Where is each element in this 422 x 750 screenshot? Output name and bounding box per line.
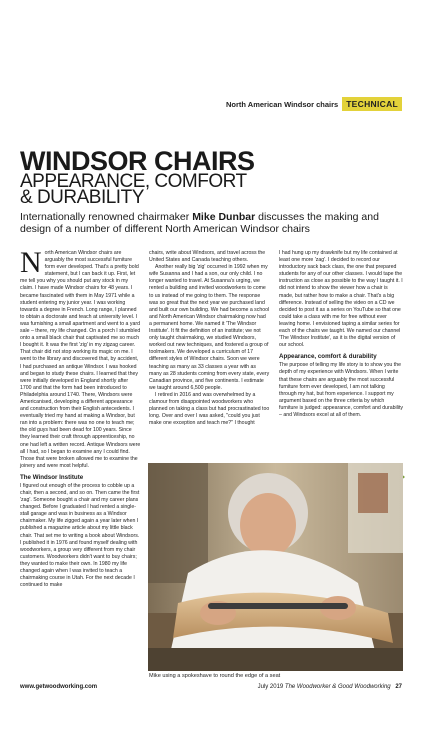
photo-illustration xyxy=(148,463,403,671)
section-header xyxy=(226,97,402,111)
footer-website: www.getwoodworking.com xyxy=(20,684,98,690)
article-column-1 xyxy=(20,246,141,589)
paragraph: I had hung up my drawknife but my life contained at least one more 'zag'. I decided to record our introductory sack back class, the one that prepared students for any of our other classes. I would tape the instruction as close as possible to the way I taught it. I did not intend to show the viewer how a chair is made, but rather how to make a chair. That's a big difference. Instead of selling the video on a CD we decided to post it as a series on YouTube so that one could take a class with me for free without ever leaving home. I envisioned taping a similar series for each of the chairs we taught. We named our channel 'The Windsor Institute', as it is the digital version of our school. xyxy=(279,250,403,349)
subtitle-line-1: APPEARANCE, COMFORT xyxy=(20,171,247,192)
standfirst-rest: discusses the making and design of a number of different North American Windsor chairs xyxy=(20,211,379,235)
article-title: WINDSOR CHAIRS xyxy=(20,146,255,176)
article-subtitle xyxy=(20,171,260,208)
paragraph: I retired in 2016 and was overwhelmed by a clamour from disappointed woodworkers who planned on taking a class but had procrastinated too long. Over and over I was asked, "could you just make one exception and teach me?" I thought xyxy=(149,391,270,427)
subheading-windsor-institute: The Windsor Institute xyxy=(20,473,84,481)
standfirst xyxy=(20,212,400,235)
drop-cap: N xyxy=(20,246,42,279)
article-photo xyxy=(148,463,403,671)
paragraph xyxy=(20,246,141,470)
paragraph: The purpose of telling my life story is to show you the depth of my experience with Windsors. When I write that these chairs are arguably the most successful furniture form ever developed, I am not talking through my hat, but from experience. I support my argument based on the three criteria by which furniture is judged: appearance, comfort and durability – and Windsors excel at all of them. xyxy=(279,362,403,418)
paragraph: chairs, write about Windsors, and travel across the United States and Canada teaching others. xyxy=(149,250,266,264)
footer-issue xyxy=(258,684,402,690)
footer-magazine: The Woodworker & Good Woodworking xyxy=(284,684,391,690)
photo-caption: Mike using a spokeshave to round the edge of a seat xyxy=(149,673,281,679)
page-number: 27 xyxy=(395,684,402,690)
section-tag: TECHNICAL xyxy=(342,97,402,111)
standfirst-intro: Internationally renowned chairmaker xyxy=(20,211,193,223)
author-name: Mike Dunbar xyxy=(192,211,256,223)
article-column-3 xyxy=(279,250,403,419)
subheading-appearance: Appearance, comfort & durability xyxy=(279,353,377,361)
paragraph-text: orth American Windsor chairs are arguably the most successful furniture form ever developed. That's a pretty bold statement, but I can back it up. First, let me tell you why you should put any stock in my claim. I have made Windsor chairs for 48 years. I became fascinated with them in May 1971 while a student entering my junior year. I was working towards a degree in French. Long range, I planned to obtain a doctorate and teach at university level. I was furnishing a small apartment and went to a yard sale – there, my life changed. On a porch I stumbled onto a small black chair that captivated me so much I bought it. It was the first 'zig' in my zigzag career. That chair did not stop working its magic on me. I went to the library and discovered that, by accident, I had purchased an antique Windsor. I was hooked and began to study these chairs. I learned that they were initially developed in England shortly after 1700 and that the form had been introduced to Philadelphia around 1740. There, Windsors were Americanised, developing a different appearance and construction from their English antecedents. I eventually tried my hand at making a Windsor, but ran into a problem: there was no one to teach me; the old guys had been dead for 100 years. Since they learned their craft through apprenticeship, no one had left a written record. Antique Windsors were all I had, so I began to examine any I could find. Those that were broken allowed me to examine the joinery and were most helpful. xyxy=(20,250,141,469)
section-subtitle: North American Windsor chairs xyxy=(226,99,339,109)
paragraph: Another really big 'zig' occurred in 1992 when my wife Susanna and I had a son, our only child. I no longer wanted to travel. At Susanna's urging, we rented a building and invited woodworkers to come to us instead of me going to them. The response was so great that the next year we purchased land and built our own building. We had become a school and North American Windsor chairmaking now had a permanent home. We named it 'The Windsor Institute'. It fit the definition of an institute; we not only taught chairmaking, we studied Windsors, worked out new techniques, and fostered a group of toolmakers. We developed a curriculum of 17 different styles of Windsor chairs. Soon we were teaching as many as 33 classes a year with as many as 28 students coming from every state, every Canadian province, and five continents. I estimate we taught around 6,500 people. xyxy=(149,264,270,391)
subtitle-line-2: & DURABILITY xyxy=(20,187,144,208)
article-column-2 xyxy=(149,250,270,427)
paragraph: I figured out enough of the process to cobble up a chair, then a second, and so on. Then came the first 'zag'. Someone bought a chair and my career plans changed. Before I graduated I had rented a single-stall garage and was in business as a Windsor chairmaker. My life zigged again a year later when I published a magazine article about my little black chair. That set me to writing a book about Windsors. I published it in 1976 and found myself dealing with woodworkers, a group very different from my chair customers. Woodworkers didn't want to buy chairs; they wanted to make their own. In 1980 my life changed again when I was invited to teach a chairmaking course in Utah. For the next decade I continued to make xyxy=(20,482,140,589)
footer-date: July 2019 xyxy=(257,684,284,690)
